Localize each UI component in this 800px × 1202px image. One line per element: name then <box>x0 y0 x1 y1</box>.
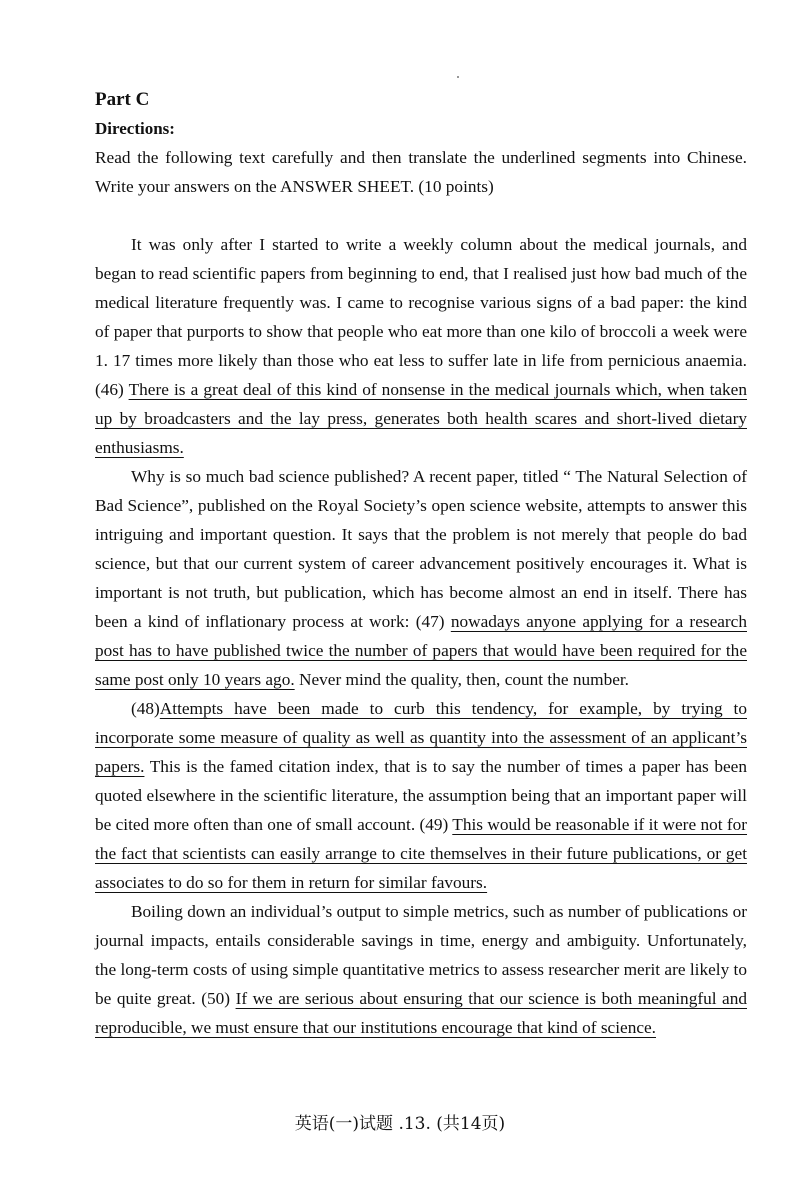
paragraph-3-text: This is the famed citation index, that is to say the number of times a paper has been quoted elsewhere in the scientific literature, the assumption being that an important paper will be cited more often than one of small account. (49) <box>95 757 747 834</box>
segment-47: nowadays anyone applying for a research post has to have published twice the number of papers that would have been required for the same post only 10 years ago. <box>95 612 747 689</box>
paragraph-1 <box>95 230 747 462</box>
directions-label: Directions: <box>95 119 175 138</box>
paragraph-2-text: Why is so much bad science published? A recent paper, titled “ The Natural Selection of Bad Science”, published on the Royal Society’s open science website, attempts to answer this intriguing and important question. It says that the problem is not merely that people do bad science, but that our current system of career advancement positively encourages it. What is important is not truth, but publication, which has become almost an end in itself. There has been a kind of inflationary process at work: (47) <box>95 467 747 631</box>
segment-49: This would be reasonable if it were not for the fact that scientists can easily arrange to cite themselves in their future publications, or get associates to do so for them in return for similar favours. <box>95 815 748 892</box>
paragraph-2 <box>95 462 747 694</box>
paragraph-3 <box>95 694 747 897</box>
part-heading: Part C <box>95 89 150 110</box>
scan-speck <box>457 76 459 78</box>
directions-text: Read the following text carefully and then translate the underlined segments into Chinese. Write your answers on the ANSWER SHEET. (10 points) <box>95 148 747 196</box>
paragraph-2-tail: Never mind the quality, then, count the number. <box>294 670 629 689</box>
paragraph-4-text: Boiling down an individual’s output to simple metrics, such as number of publications or journal impacts, entails considerable savings in time, energy and ambiguity. Unfortunately, the long-term costs of using simple quantitative metrics to assess researcher merit are likely to be quite great. (50) <box>95 902 747 1008</box>
paragraph-3-marker: (48) <box>131 699 160 718</box>
segment-50: If we are serious about ensuring that our science is both meaningful and reproducible, we must ensure that our institutions encourage that kind of science. <box>95 989 748 1037</box>
segment-46: There is a great deal of this kind of nonsense in the medical journals which, when taken up by broadcasters and the lay press, generates both health scares and short-lived dietary enthusiasms. <box>95 380 747 457</box>
exam-page <box>95 86 747 1042</box>
page-footer: 英语(一)试题 .13. (共14页) <box>294 1114 506 1134</box>
paragraph-1-text: It was only after I started to write a weekly column about the medical journals, and began to read scientific papers from beginning to end, that I realised just how bad much of the medical literature frequently was. I came to recognise various signs of a bad paper: the kind of paper that purports to show that people who eat more than one kilo of broccoli a week were 1. 17 times more likely than those who eat less to suffer late in life from pernicious anaemia. (46) <box>95 235 747 399</box>
segment-48: Attempts have been made to curb this tendency, for example, by trying to incorporate some measure of quality as well as quantity into the assessment of an applicant’s papers. <box>95 699 747 776</box>
paragraph-4 <box>95 897 747 1042</box>
